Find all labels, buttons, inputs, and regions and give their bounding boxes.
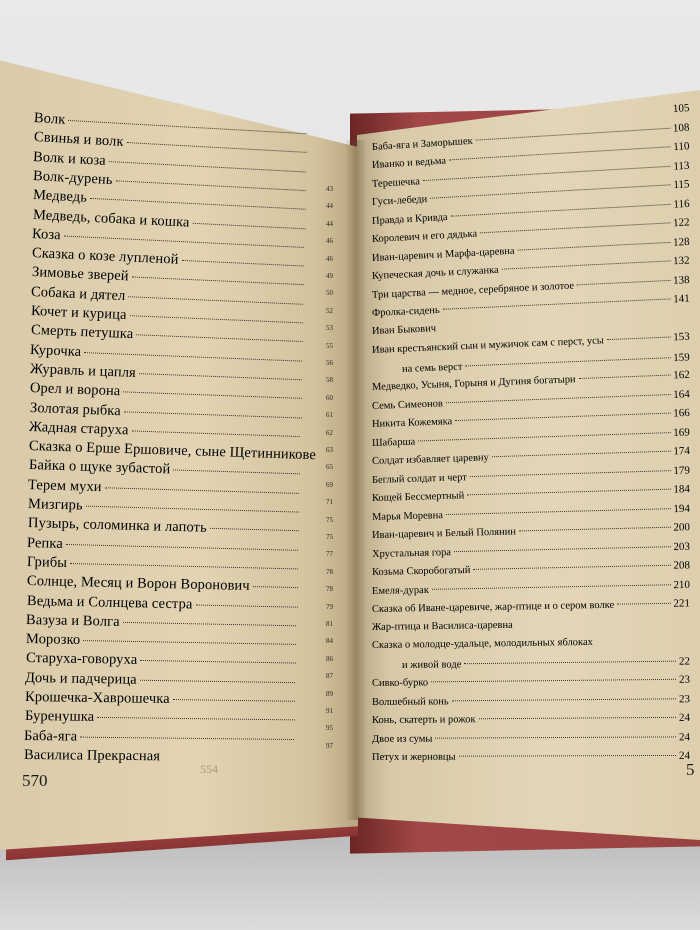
toc-page-number: 75 [326, 515, 333, 524]
toc-entry-title: Дочь и падчерица [25, 669, 138, 688]
toc-page-number: 44 [326, 202, 333, 211]
leader-dots [617, 603, 670, 605]
toc-entry-title: Собака и дятел [30, 283, 127, 304]
toc-entry-title: Кощей Бессмертный [371, 490, 465, 504]
toc-page-number: 46 [326, 254, 333, 263]
leader-dots [123, 392, 301, 399]
toc-page-number: 179 [673, 464, 691, 477]
toc-page-number: 221 [673, 597, 691, 610]
toc-entry-title: Жар-птица и Василиса-царевна [371, 619, 513, 633]
leader-dots [464, 660, 676, 664]
leader-dots [253, 586, 298, 588]
toc-entry-title: Петух и жерновцы [371, 751, 456, 763]
toc-page-number: 122 [672, 216, 690, 230]
toc-page-number: 108 [672, 121, 690, 135]
toc-entry-title: Буренушка [24, 708, 95, 726]
leader-dots [432, 584, 671, 590]
leader-dots [596, 641, 687, 642]
toc-entry-title: Свинья и волк [33, 129, 124, 151]
leader-dots [209, 528, 298, 531]
toc-page-number: 62 [326, 428, 333, 437]
toc-entry-title: Козьма Скоробогатый [371, 564, 471, 578]
toc-entry-title: Волк [33, 110, 66, 128]
toc-entry-title: Гуси-лебеди [371, 193, 428, 208]
toc-entry-title: Волк и коза [32, 148, 107, 169]
toc-page-number: 116 [673, 197, 690, 211]
toc-page-number: 153 [672, 330, 690, 344]
toc-page-number: 69 [326, 480, 333, 489]
toc-entry-title: Емеля-дурак [371, 584, 429, 597]
right-folio: 5 [686, 760, 695, 779]
toc-page-number: 110 [673, 140, 690, 154]
toc-entry-title: Старуха-говоруха [25, 650, 138, 669]
toc-entry-title: Сказка о Ерше Ершовиче, сыне Щетинникове [28, 438, 317, 464]
leader-dots [83, 640, 296, 645]
leader-dots [455, 413, 670, 422]
leader-dots [470, 470, 671, 477]
leader-dots [192, 222, 305, 229]
leader-dots [90, 198, 305, 210]
toc-page-number: 210 [673, 578, 691, 591]
toc-entry [24, 747, 297, 767]
toc-page-number: 53 [326, 324, 333, 333]
toc-entry-title: Крошечка-Хаврошечка [24, 689, 170, 708]
toc-page-number: 208 [673, 559, 691, 572]
leader-dots [70, 563, 298, 569]
leader-dots [126, 142, 306, 153]
leader-dots [181, 260, 304, 267]
toc-entry-title: Никита Кожемяка [371, 416, 453, 430]
toc-page-number: 166 [673, 406, 691, 420]
toc-page-number: 46 [326, 237, 333, 246]
toc-entry-title: Баба-яга и Заморышек [371, 135, 474, 153]
toc-entry [24, 728, 297, 748]
toc-entry-title: Терешечка [371, 175, 421, 190]
toc-entry-title: Медведь, собака и кошка [32, 206, 190, 231]
toc-page-number: 24 [678, 749, 691, 762]
toc-entry-title: Иван крестьянский сын и мужичок сам с перст, усы [371, 335, 605, 356]
toc-page-number: 132 [672, 254, 690, 268]
leader-dots [467, 489, 670, 496]
toc-entry-title: Солдат избавляет царевну [371, 452, 489, 467]
leader-dots [140, 679, 295, 682]
toc-entry-title: Конь, скатерть и рожок [371, 714, 476, 726]
toc-entry-title: Беглый солдат и черт [371, 471, 467, 486]
leader-dots [116, 180, 306, 191]
toc-entry-title: Грибы [26, 553, 68, 571]
toc-page-number: 138 [672, 273, 690, 287]
toc-page-number: 23 [678, 692, 691, 705]
toc-entry-title: Мизгирь [27, 496, 83, 514]
toc-entry [372, 693, 690, 708]
leader-dots [105, 487, 299, 494]
toc-entry-title: Василиса Прекрасная [24, 746, 161, 765]
toc-page-number: 164 [673, 387, 691, 401]
toc-page-number: 174 [673, 445, 691, 458]
toc-entry-title: Сказка о молодце-удальце, молодильных яблоках [371, 636, 593, 651]
leader-dots [454, 546, 670, 552]
leader-dots [517, 241, 670, 250]
toc-page-number: 77 [326, 550, 333, 559]
leader-dots [492, 451, 671, 458]
toc-entry-title: Медведко, Усыня, Горыня и Дугиня богатыри [371, 374, 576, 393]
toc-entry-title: Марья Моревна [371, 509, 444, 523]
toc-page-number: 71 [326, 498, 333, 507]
toc-page-number: 52 [326, 306, 333, 315]
toc-entry-title: Иванко и ведьма [371, 155, 447, 171]
toc-entry-title: Волк-дурень [32, 167, 114, 188]
toc-page-number: 60 [326, 393, 333, 402]
leader-dots [446, 508, 670, 515]
toc-entry-title: Правда и Кривда [371, 211, 448, 227]
toc-entry-title: Кочет и курица [30, 303, 127, 323]
toc-page-number: 194 [673, 502, 691, 515]
toc-entry-title: Сказка об Иване-царевиче, жар-птице и о сером волке [371, 599, 615, 615]
toc-entry-title: Семь Симеонов [371, 397, 444, 412]
toc-entry-title: Репка [27, 534, 64, 552]
leader-dots [97, 717, 295, 720]
leader-dots [459, 755, 676, 757]
left-faint-folio: 554 [200, 762, 218, 776]
toc-page-number: 75 [326, 533, 333, 541]
toc-entry-title: Ведьма и Солнцева сестра [26, 592, 193, 612]
toc-page-number: 84 [326, 637, 333, 646]
toc-page-number: 24 [678, 711, 691, 724]
toc-entry-title: Зимовье зверей [31, 264, 129, 285]
leader-dots [85, 352, 302, 362]
toc-entry-title: Золотая рыбка [29, 399, 121, 419]
toc-entry-title: Журавль и цапля [29, 360, 137, 381]
toc-entry-title: Курочка [30, 341, 82, 360]
leader-dots [431, 679, 676, 683]
toc-page-number: 141 [672, 292, 690, 306]
toc-page-number: 24 [678, 730, 691, 743]
leader-dots [129, 296, 304, 305]
leader-dots [123, 411, 301, 418]
toc-entry [372, 750, 690, 763]
toc-entry-title: Пузырь, соломинка и лапоть [27, 515, 207, 537]
leader-dots [136, 335, 302, 343]
toc-page-number: 105 [672, 102, 690, 116]
toc-page-number: 56 [326, 359, 333, 367]
leader-dots [132, 430, 301, 437]
toc-entry-title: Смерть петушка [30, 322, 134, 343]
toc-page-number: 97 [326, 741, 333, 750]
toc-page-number: 200 [673, 521, 691, 534]
toc-entry-title: Сказка о козе лупленой [31, 245, 179, 268]
leader-dots [86, 506, 299, 513]
toc-page-number: 58 [326, 376, 333, 385]
toc-entry-title: Солнце, Месяц и Ворон Воронович [26, 573, 250, 595]
toc-entry [372, 731, 690, 745]
toc-page-number: 63 [326, 446, 333, 454]
leader-dots [129, 315, 302, 323]
toc-entry-title: Хрустальная гора [371, 546, 452, 560]
leader-dots [140, 660, 296, 664]
toc-entry-title: Иван-царевич и Марфа-царевна [371, 245, 515, 264]
toc-entry-title: на семь верст [401, 361, 463, 375]
toc-page-number: 23 [678, 673, 691, 686]
leader-dots [579, 375, 671, 380]
toc-entry-title: Иван-царевич и Белый Полянин [371, 526, 517, 541]
leader-dots [81, 736, 295, 739]
toc-page-number: 81 [326, 620, 333, 628]
toc-entry-title: Волшебный конь [371, 695, 449, 708]
toc-entry-title: Сивко-бурко [371, 677, 429, 689]
leader-dots [452, 698, 676, 701]
toc-page-number: 61 [326, 411, 333, 420]
toc-entry-title: Баба-яга [24, 727, 78, 745]
leader-dots [109, 161, 306, 172]
toc-page-number: 22 [678, 654, 691, 668]
toc-page-number: 78 [326, 567, 333, 576]
toc-page-number: 55 [326, 341, 333, 350]
toc-page-number: 50 [326, 289, 333, 298]
toc-entry-title: Купеческая дочь и служанка [371, 264, 499, 282]
toc-page-number: 115 [673, 178, 690, 192]
toc-page-number: 87 [326, 672, 333, 681]
toc-entry-title: Терем мухи [28, 476, 103, 495]
leader-dots [516, 622, 687, 625]
leader-dots [123, 622, 297, 626]
leader-dots [139, 373, 302, 380]
toc-page-number: 128 [672, 235, 690, 249]
toc-page-number: 91 [326, 707, 333, 715]
leader-dots [195, 604, 297, 607]
toc-page-number: 78 [326, 585, 333, 594]
toc-page-number: 184 [673, 483, 691, 496]
toc-page-number: 162 [673, 368, 690, 382]
leader-dots [64, 235, 304, 247]
toc-page-number: 203 [673, 540, 691, 553]
toc-entry-title: Королевич и его дядька [371, 228, 478, 245]
leader-dots [173, 699, 295, 702]
toc-entry-title: Фролка-сидень [371, 304, 440, 319]
leader-dots [502, 260, 671, 269]
toc-entry-title: Вазуза и Волга [26, 611, 121, 630]
toc-entry-title: Морозко [25, 631, 81, 649]
toc-page-number: 49 [326, 272, 333, 280]
toc-entry-title: Орел и ворона [29, 380, 121, 400]
leader-dots [435, 736, 676, 738]
toc-page-number: 44 [326, 219, 333, 228]
toc-entry-title: и живой воде [401, 658, 462, 671]
toc-page-number: 65 [326, 463, 333, 472]
leader-dots [577, 279, 670, 284]
toc-entry-title: Двое из сумы [371, 733, 433, 745]
leader-dots [173, 470, 300, 475]
toc-page-number: 89 [326, 689, 333, 698]
toc-entry-title: Байка о щуке зубастой [28, 457, 171, 478]
toc-page-number: 159 [673, 350, 691, 364]
toc-page-number: 113 [673, 159, 690, 173]
toc-page-number: 43 [326, 185, 333, 193]
book-gutter [345, 140, 367, 820]
toc-page-number: 79 [326, 602, 333, 611]
leader-dots [519, 527, 671, 532]
leader-dots [66, 544, 298, 551]
leader-dots [473, 565, 670, 570]
toc-entry [372, 712, 690, 726]
leader-dots [607, 337, 670, 341]
toc-entry-title: Иван Быкович [371, 322, 437, 337]
toc-entry-title: Коза [31, 225, 62, 244]
toc-entry-title: Три царства — медное, серебряное и золотое [371, 279, 575, 301]
leader-dots [131, 277, 303, 286]
toc-entry-title: Медведь [32, 187, 88, 206]
leader-dots [479, 717, 676, 719]
toc-entry-title: Жадная старуха [28, 418, 129, 439]
toc-page-number: 86 [326, 654, 333, 663]
toc-page-number: 169 [673, 425, 691, 439]
left-folio: 570 [22, 771, 48, 790]
toc-entry-title: Шабарша [371, 436, 416, 449]
toc-page-number: 95 [326, 724, 333, 733]
